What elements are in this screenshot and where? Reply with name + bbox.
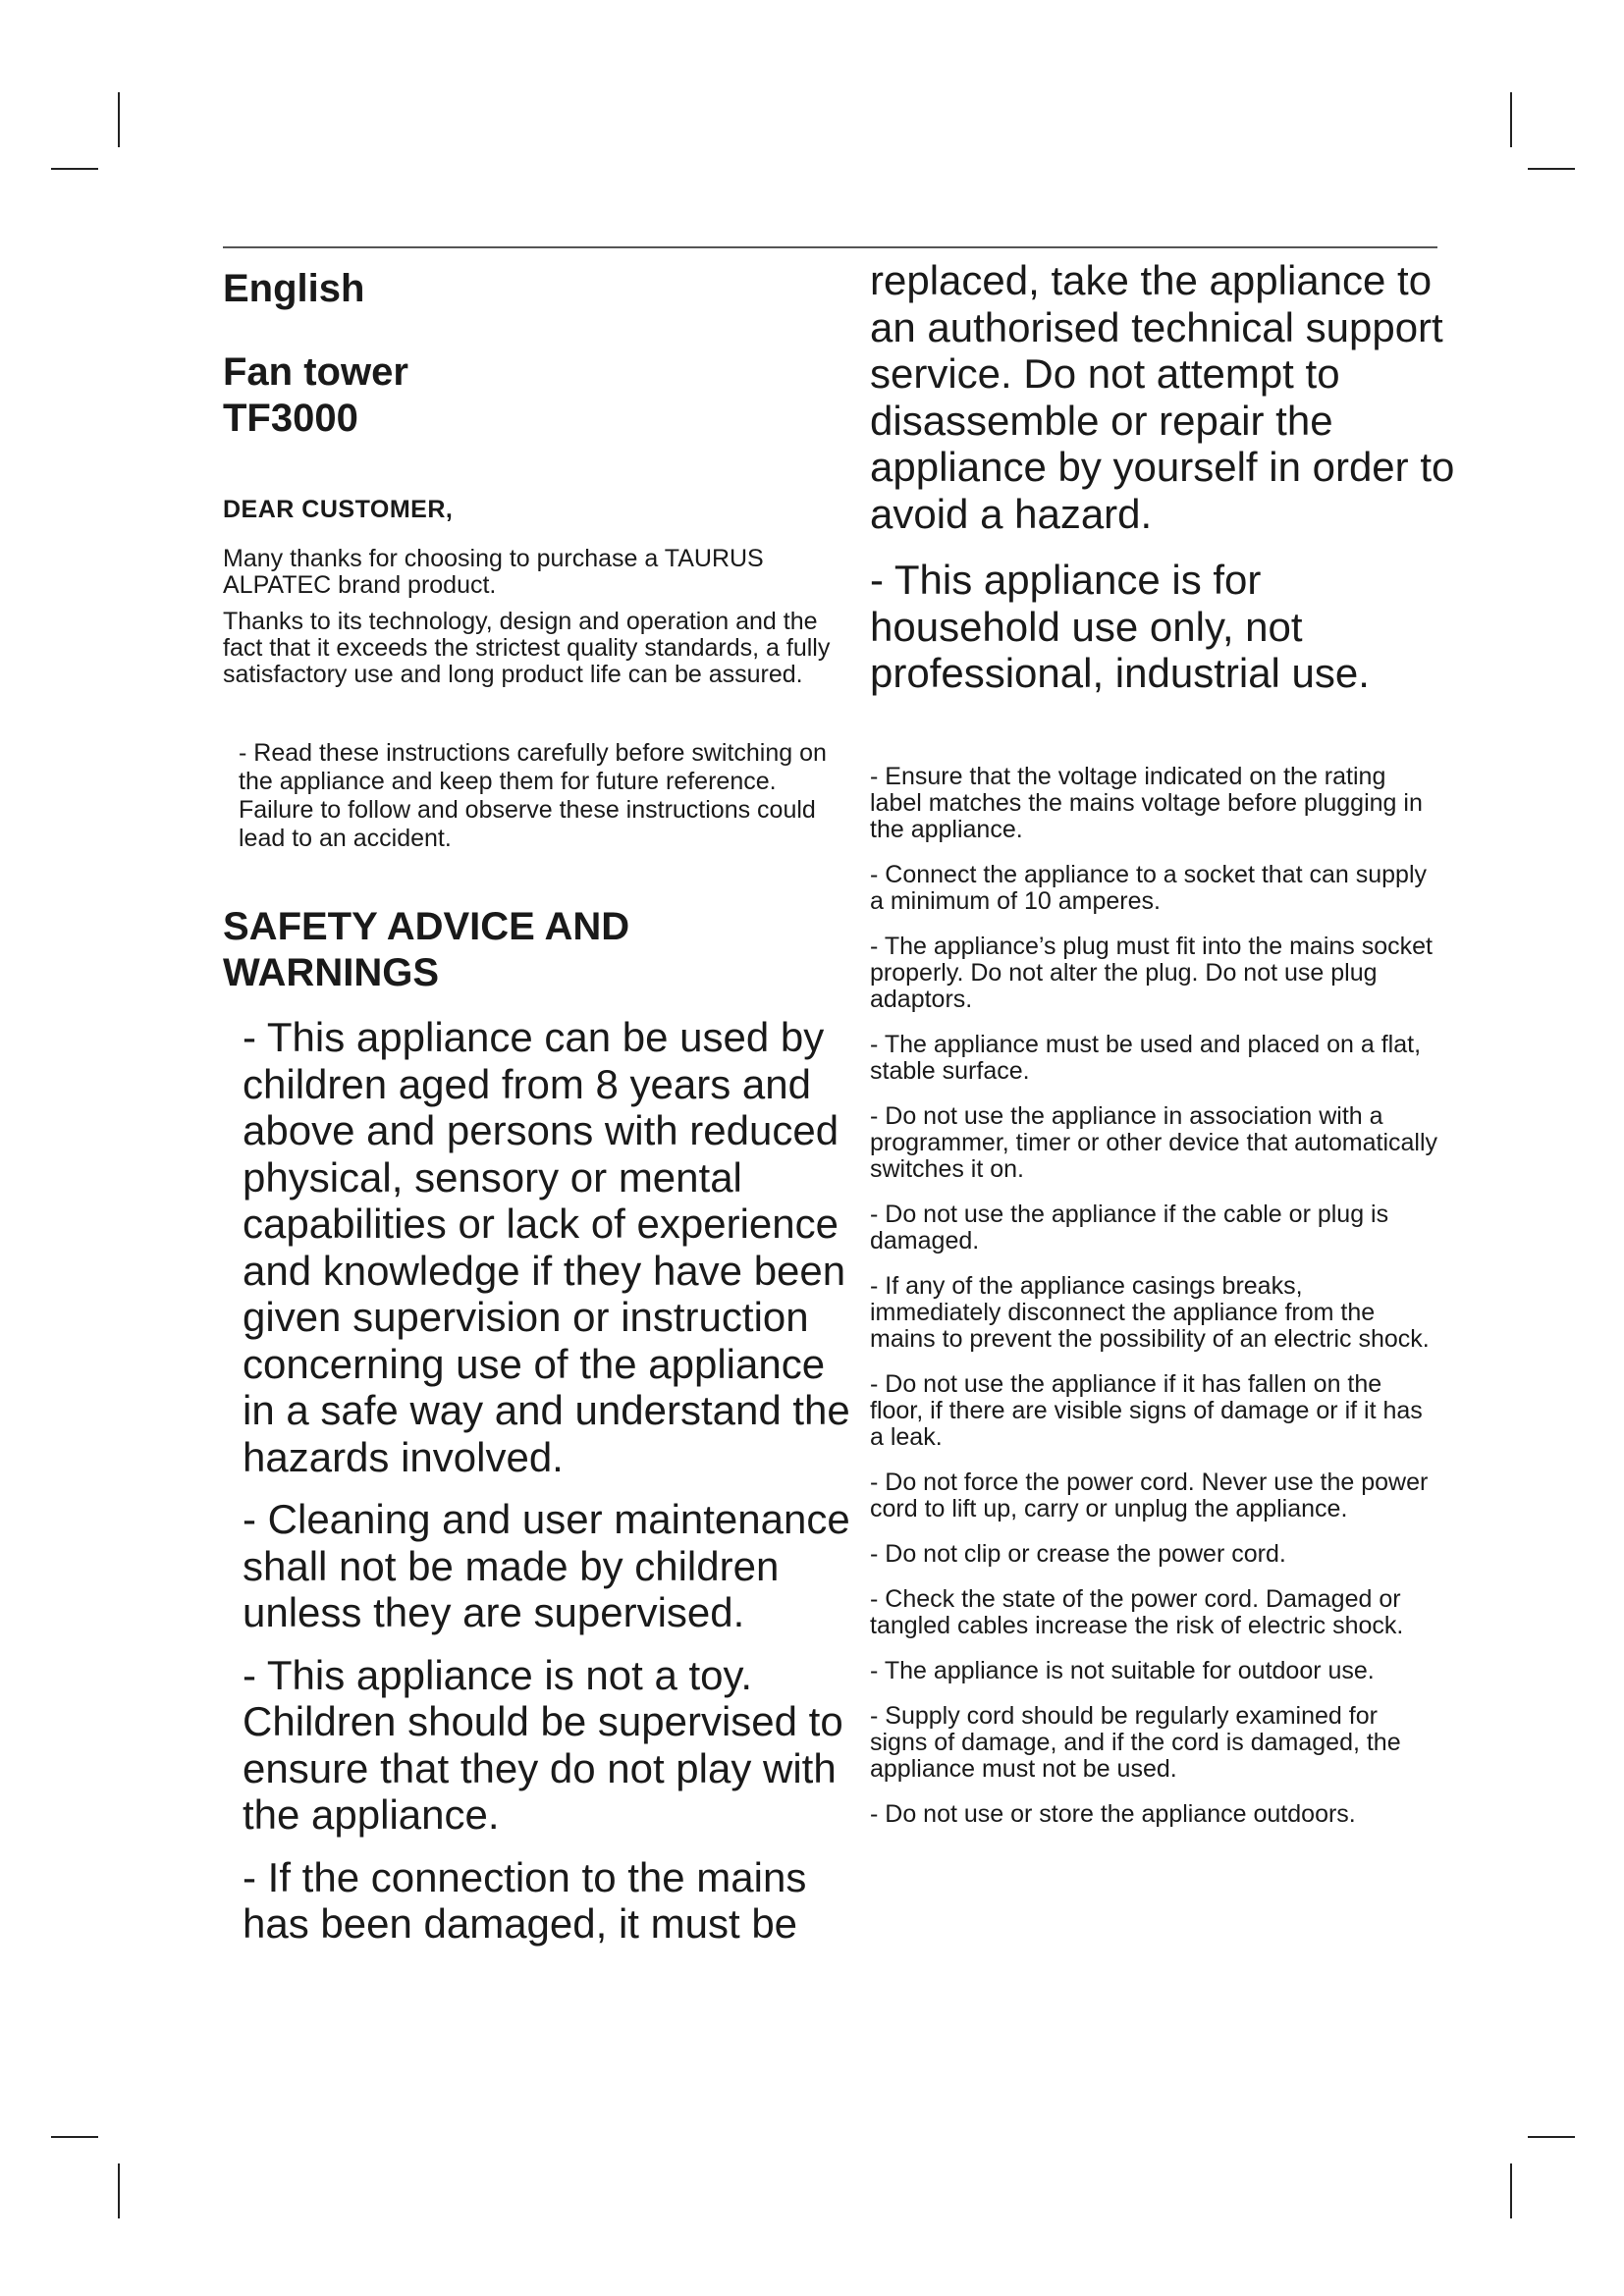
crop-mark-bottom-right-horizontal [1528,2136,1575,2138]
warning-item: - The appliance is not suitable for outdoor use. [870,1656,1375,1684]
large-warnings-list [223,1014,851,1948]
crop-mark-top-right-vertical [1510,92,1512,147]
warning-item: - Ensure that the voltage indicated on the rating label matches the mains voltage before plugging in the appliance. [870,762,1423,843]
warning-item: - Do not use the appliance in association with a programmer, timer or other device that automatically switches it on. [870,1101,1438,1183]
product-title-line: TF3000 [223,397,358,440]
read-instructions-note: - Read these instructions carefully before switching on the appliance and keep them for future reference. Failure to follow and observe these instructions could lead to an accident. [239,739,827,852]
warning-item: - The appliance’s plug must fit into the mains socket properly. Do not alter the plug. Do not use plug adaptors. [870,932,1433,1013]
warning-item: - Check the state of the power cord. Damaged or tangled cables increase the risk of electric shock. [870,1584,1404,1639]
crop-mark-bottom-right-vertical [1510,2163,1512,2218]
warning-item: - Do not force the power cord. Never use the power cord to lift up, carry or unplug the appliance. [870,1468,1429,1522]
small-warnings-list [870,764,1459,1828]
right-column [870,257,1459,1846]
warning-item: - This appliance is not a toy. Children should be supervised to ensure that they do not play with the appliance. [243,1651,843,1838]
intro-paragraph: Many thanks for choosing to purchase a TAURUS ALPATEC brand product. [223,545,764,599]
section-heading-line: SAFETY ADVICE AND [223,905,630,948]
warning-item: - If the connection to the mains has been damaged, it must be [243,1853,807,1947]
header-rule [223,246,1437,248]
crop-mark-top-right-horizontal [1528,168,1575,170]
intro-paragraph: Thanks to its technology, design and operation and the fact that it exceeds the strictest quality standards, a fully satisfactory use and long product life can be assured. [223,608,831,688]
warning-item: - The appliance must be used and placed on a flat, stable surface. [870,1030,1422,1085]
product-title [223,349,851,442]
greeting: DEAR CUSTOMER, [223,496,454,523]
warning-item: - This appliance is for household use only, not professional, industrial use. [870,557,1370,696]
left-column [223,257,851,1948]
large-warnings-continued [870,257,1459,697]
warning-item: - Do not use or store the appliance outdoors. [870,1799,1356,1828]
warning-item: - This appliance can be used by children aged from 8 years and above and persons with reduced physical, sensory or mental capabilities or lack of experience and knowledge if they have been given supervision or instruction concerning use of the appliance in a safe way and understand the hazards involved. [243,1014,850,1480]
crop-mark-top-left-vertical [118,92,120,147]
warning-item: - Cleaning and user maintenance shall not be made by children unless they are supervised. [243,1496,850,1635]
crop-mark-top-left-horizontal [51,168,98,170]
section-heading-line: WARNINGS [223,951,439,994]
warning-item: - Supply cord should be regularly examined for signs of damage, and if the cord is damaged, the appliance must not be used. [870,1701,1401,1783]
safety-section-heading [223,904,851,996]
warning-item: - Connect the appliance to a socket that can supply a minimum of 10 amperes. [870,860,1428,915]
warning-item: - Do not clip or crease the power cord. [870,1539,1286,1568]
product-title-line: Fan tower [223,350,408,394]
warning-item: - Do not use the appliance if the cable or plug is damaged. [870,1200,1389,1255]
language-heading: English [223,267,365,310]
warning-item: replaced, take the appliance to an authorised technical support service. Do not attempt to disassemble or repair the appliance by yourself in order to avoid a hazard. [870,257,1455,537]
crop-mark-bottom-left-horizontal [51,2136,98,2138]
warning-item: - Do not use the appliance if it has fallen on the floor, if there are visible signs of damage or if it has a leak. [870,1369,1423,1451]
crop-mark-bottom-left-vertical [118,2163,120,2218]
warning-item: - If any of the appliance casings breaks, immediately disconnect the appliance from the mains to prevent the possibility of an electric shock. [870,1271,1430,1353]
